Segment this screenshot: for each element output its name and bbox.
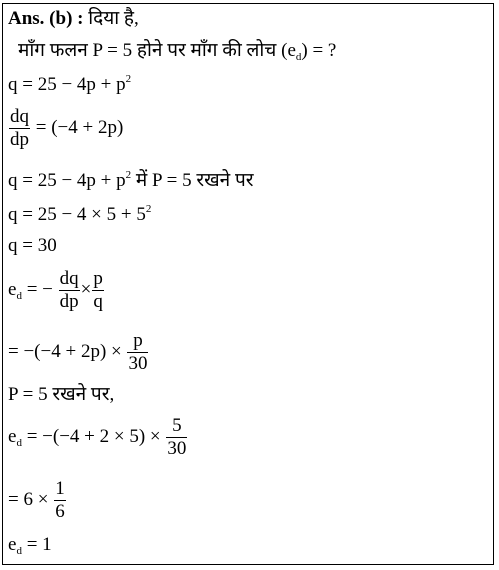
step4-num: 1 [55,478,65,499]
step3-text: = −(−4 + 2 × 5) × [26,425,161,447]
derivative-fraction [9,106,30,151]
elasticity-e: e [8,278,17,300]
elasticity-step2 [8,330,149,375]
eval-text: q = 25 − 4 × 5 + 5 [8,204,146,225]
elasticity-frac2 [92,268,104,313]
eval-exponent: 2 [145,203,152,215]
elasticity-sub: d [16,289,22,302]
frac2-den: q [93,291,103,312]
step2-num: p [127,330,148,353]
step3-frac [166,415,187,460]
substitute-line [8,170,254,192]
final-e: e [8,534,17,555]
substitute-p-text: P = 5 रखने पर, [8,384,115,405]
demand-text: q = 25 − 4p + p [8,74,126,95]
step3-num: 5 [166,415,187,438]
step2-text: = −(−4 + 2p) × [8,340,122,362]
question-end: ) = ? [301,40,337,61]
elasticity-step4 [8,478,67,523]
substitute-note: में P = 5 रखने पर [131,170,254,191]
answer-label: Ans. (b) [8,8,73,29]
derivative-den: dp [10,129,29,150]
final-text: = 1 [26,534,52,555]
elasticity-step3 [8,415,188,460]
step3-sub: d [16,436,22,449]
derivative-num: dq [10,106,29,127]
q-result-text: q = 30 [8,235,57,256]
question-text: माँग फलन P = 5 होने पर माँग की लोच (e [18,40,296,61]
demand-exponent: 2 [125,73,132,85]
q-result [8,235,57,257]
final-result [8,534,52,556]
answer-header [8,8,139,30]
eval-line [8,204,151,226]
substitute-p-line [8,384,114,406]
question-line [18,40,336,62]
elasticity-frac1 [59,268,80,313]
question-sub: d [295,51,302,63]
elasticity-eq: = − [26,278,53,300]
step4-den: 6 [55,501,65,522]
elasticity-times: × [80,278,92,300]
frac2-num: p [93,268,103,289]
elasticity-formula [8,268,105,313]
final-sub: d [16,545,22,557]
step2-frac [127,330,148,375]
step4-text: = 6 × [8,488,49,510]
answer-colon: : [72,8,89,29]
frac1-den: dp [59,291,79,312]
substitute-exponent: 2 [125,169,132,181]
derivative-line [8,106,123,151]
step2-den: 30 [128,353,148,374]
frac1-num: dq [59,268,79,289]
demand-function [8,74,131,96]
substitute-text: q = 25 − 4p + p [8,170,126,191]
given-label: दिया है, [88,8,139,29]
step3-e: e [8,425,17,447]
step3-den: 30 [167,438,187,459]
derivative-rhs: = (−4 + 2p) [35,116,124,138]
step4-frac [54,478,66,523]
